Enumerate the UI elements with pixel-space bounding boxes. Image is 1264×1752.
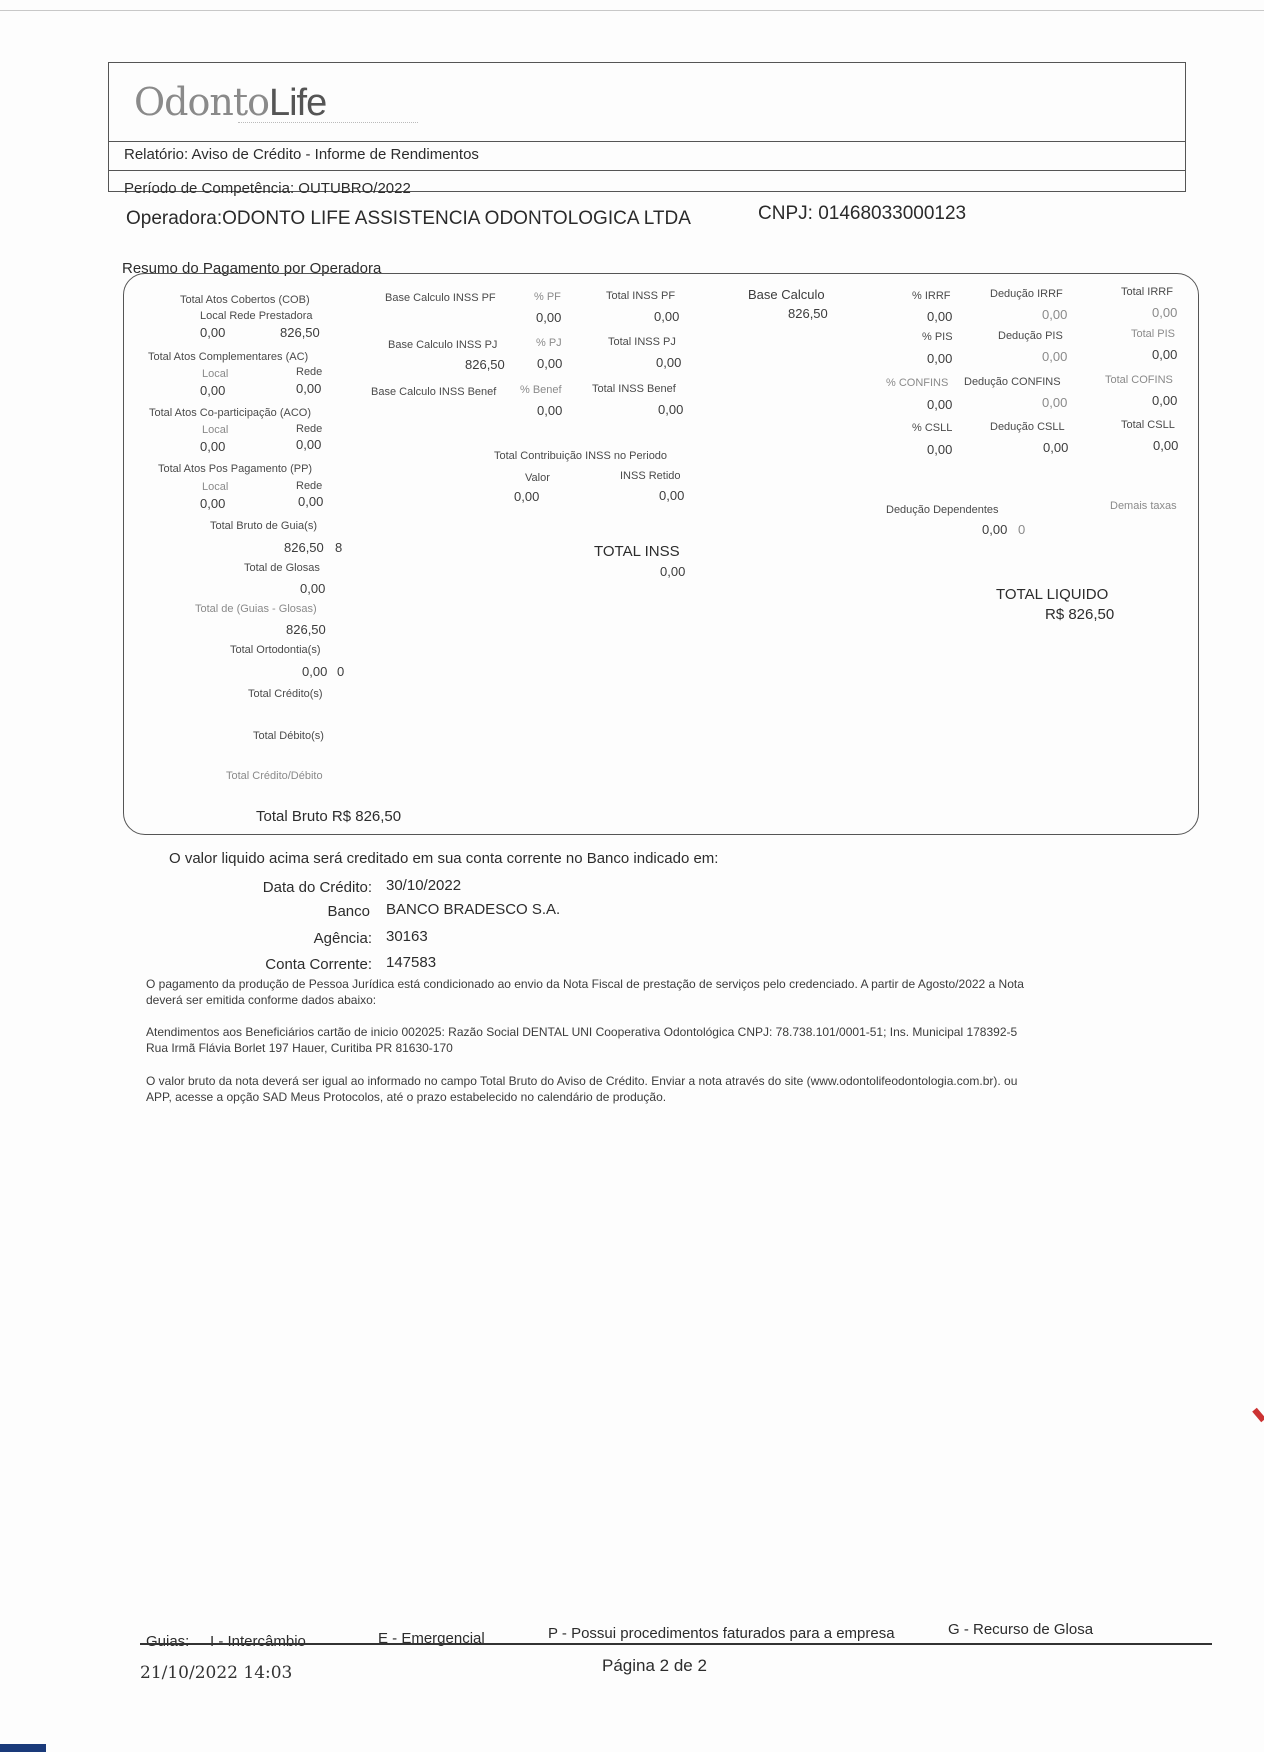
summary-title: Resumo do Pagamento por Operadora	[122, 260, 382, 277]
cob-sub-label: Local Rede Prestadora	[200, 310, 313, 322]
pis-pct: 0,00	[927, 351, 953, 366]
cob-local-value: 0,00	[200, 325, 226, 340]
note-1-line-2: deverá ser emitida conforme dados abaixo:	[146, 993, 377, 1007]
inss-base-benef-label: Base Calculo INSS Benef	[371, 386, 497, 398]
inss-base-pj: 826,50	[465, 357, 505, 372]
header-separator	[108, 141, 1186, 142]
guias-glosas-value: 826,50	[286, 622, 326, 637]
data-credito-label: Data do Crédito:	[262, 879, 372, 896]
dependentes-label: Dedução Dependentes	[886, 504, 999, 516]
report-value: Aviso de Crédito - Informe de Rendimentos	[191, 146, 479, 163]
operadora-name: Operadora:ODONTO LIFE ASSISTENCIA ODONTOLOGICA LTDA	[126, 208, 691, 229]
aco-rede-label: Rede	[296, 423, 323, 435]
csll-total-label: Total CSLL	[1121, 419, 1175, 431]
inss-valor: 0,00	[514, 489, 540, 504]
agencia-value: 30163	[386, 928, 428, 945]
banco-label: Banco	[327, 903, 370, 920]
inss-base-pf-label: Base Calculo INSS PF	[385, 292, 496, 304]
guias-g-label: G - Recurso de Glosa	[948, 1621, 1094, 1638]
dependentes-count: 0	[1018, 522, 1026, 537]
inss-pct-pj-label: % PJ	[536, 337, 562, 349]
bank-intro: O valor liquido acima será creditado em sua conta corrente no Banco indicado em:	[169, 850, 719, 867]
guias-i-label: I - Intercâmbio	[210, 1633, 306, 1650]
inss-contrib-label: Total Contribuição INSS no Periodo	[494, 450, 668, 462]
demais-taxas-label: Demais taxas	[1110, 500, 1177, 512]
cofins-pct: 0,00	[927, 397, 953, 412]
total-bruto-value: R$ 826,50	[331, 808, 402, 825]
dependentes-value: 0,00	[982, 522, 1008, 537]
pis-ded: 0,00	[1042, 349, 1068, 364]
glosas-value: 0,00	[300, 581, 326, 596]
pp-rede-value: 0,00	[298, 494, 324, 509]
cnpj: CNPJ: 01468033000123	[758, 203, 967, 224]
total-inss-label: TOTAL INSS	[594, 543, 680, 560]
aco-local-label: Local	[202, 424, 229, 436]
inss-base-pj-label: Base Calculo INSS PJ	[388, 339, 498, 351]
inss-total-pj: 0,00	[656, 355, 682, 370]
note-3-line-2: APP, acesse a opção SAD Meus Protocolos, até o prazo estabelecido no calendário de produção.	[146, 1090, 667, 1104]
inss-pct-benef-label: % Benef	[520, 384, 562, 396]
creditos-label: Total Crédito(s)	[248, 688, 323, 700]
note-2-line-2: Rua Irmã Flávia Borlet 197 Hauer, Curitiba PR 81630-170	[146, 1041, 453, 1055]
footer-rule	[140, 1643, 1212, 1645]
footer-timestamp: 21/10/2022 14:03	[140, 1663, 293, 1683]
aco-rede-value: 0,00	[296, 437, 322, 452]
inss-total-pj-label: Total INSS PJ	[608, 336, 676, 348]
inss-pct-pf: 0,00	[536, 310, 562, 325]
irrf-total-label: Total IRRF	[1121, 286, 1173, 298]
guias-glosas-label: Total de (Guias - Glosas)	[195, 603, 317, 615]
agencia-label: Agência:	[313, 930, 372, 947]
page-number: Página 2 de 2	[602, 1656, 707, 1675]
csll-pct: 0,00	[927, 442, 953, 457]
top-border-line	[0, 10, 1264, 11]
csll-ded-label: Dedução CSLL	[990, 421, 1065, 433]
pp-local-label: Local	[202, 481, 229, 493]
cofins-total-label: Total COFINS	[1105, 374, 1173, 386]
bruto-guias-label: Total Bruto de Guia(s)	[210, 520, 317, 532]
data-credito-value: 30/10/2022	[386, 877, 462, 894]
header-separator	[108, 170, 1186, 171]
inss-valor-label: Valor	[525, 472, 550, 484]
report-label: Relatório: Aviso de Crédito - Informe de Rendimentos	[124, 146, 479, 163]
csll-pct-label: % CSLL	[912, 422, 953, 434]
total-bruto-label: Total Bruto	[256, 808, 328, 825]
credito-debito-label: Total Crédito/Débito	[226, 770, 323, 782]
inss-total-pf: 0,00	[654, 309, 680, 324]
cnpj-value: 01468033000123	[818, 203, 967, 224]
cob-rede-value: 826,50	[280, 325, 320, 340]
pp-label: Total Atos Pos Pagamento (PP)	[158, 463, 313, 475]
ortodontia-count: 0	[337, 664, 345, 679]
logo-text-a: Odonto	[134, 80, 269, 124]
note-1-line-1: O pagamento da produção de Pessoa Jurídica está condicionado ao envio da Nota Fiscal de prestação de serviços pelo credenciado. A partir de Agosto/2022 a Nota	[146, 977, 1024, 991]
logo-tagline-rule	[238, 122, 418, 123]
guias-p-label: P - Possui procedimentos faturados para a empresa	[548, 1625, 895, 1642]
period-value: OUTUBRO/2022	[298, 180, 411, 197]
guias-label: Guias:	[146, 1633, 190, 1650]
pis-pct-label: % PIS	[922, 331, 953, 343]
note-3-line-1: O valor bruto da nota deverá ser igual ao informado no campo Total Bruto do Aviso de Crédito. Enviar a nota através do site (www.odontolifeodontologia.com.br). ou	[146, 1074, 1018, 1088]
cofins-total: 0,00	[1152, 393, 1178, 408]
base-calculo-label: Base Calculo	[748, 287, 825, 302]
company-logo	[134, 80, 326, 125]
irrf-pct: 0,00	[927, 309, 953, 324]
cofins-ded: 0,00	[1042, 395, 1068, 410]
total-liquido-label: TOTAL LIQUIDO	[996, 586, 1109, 603]
irrf-ded-label: Dedução IRRF	[990, 288, 1063, 300]
cob-label: Total Atos Cobertos (COB)	[180, 294, 310, 306]
csll-total: 0,00	[1153, 438, 1179, 453]
debitos-label: Total Débito(s)	[253, 730, 324, 742]
period-label: Período de Competência: OUTUBRO/2022	[124, 180, 411, 197]
pp-rede-label: Rede	[296, 480, 323, 492]
total-inss-value: 0,00	[660, 564, 686, 579]
cofins-pct-label: % CONFINS	[886, 377, 949, 389]
guias-e-label: E - Emergencial	[378, 1630, 485, 1647]
conta-value: 147583	[386, 954, 437, 971]
base-calculo-value: 826,50	[788, 306, 828, 321]
note-2-line-1: Atendimentos aos Beneficiários cartão de inicio 002025: Razão Social DENTAL UNI Cooperativa Odontológica CNPJ: 78.738.101/0001-51; Ins. Municipal 178392-5	[146, 1025, 1018, 1039]
ortodontia-label: Total Ortodontia(s)	[230, 644, 321, 656]
inss-pct-pf-label: % PF	[534, 291, 561, 303]
total-liquido-value: R$ 826,50	[1045, 606, 1115, 623]
pis-total-label: Total PIS	[1131, 328, 1176, 340]
irrf-pct-label: % IRRF	[912, 290, 951, 302]
banco-value: BANCO BRADESCO S.A.	[386, 901, 561, 918]
aco-label: Total Atos Co-participação (ACO)	[149, 407, 312, 419]
bruto-guias-count: 8	[335, 540, 343, 555]
ac-local-label: Local	[202, 368, 229, 380]
conta-label: Conta Corrente:	[265, 956, 372, 973]
scan-edge-bar	[0, 1744, 46, 1752]
inss-total-benef: 0,00	[658, 402, 684, 417]
irrf-ded: 0,00	[1042, 307, 1068, 322]
ortodontia-value: 0,00	[302, 664, 328, 679]
inss-pct-benef: 0,00	[537, 403, 563, 418]
inss-total-benef-label: Total INSS Benef	[592, 383, 676, 395]
cofins-ded-label: Dedução CONFINS	[964, 376, 1061, 388]
inss-retido: 0,00	[659, 488, 685, 503]
inss-retido-label: INSS Retido	[620, 470, 681, 482]
logo-text-b: Life	[268, 82, 327, 124]
csll-ded: 0,00	[1043, 440, 1069, 455]
paper-mark	[1252, 1408, 1264, 1423]
inss-total-pf-label: Total INSS PF	[606, 290, 676, 302]
ac-rede-label: Rede	[296, 366, 323, 378]
aco-local-value: 0,00	[200, 439, 226, 454]
ac-rede-value: 0,00	[296, 381, 322, 396]
irrf-total: 0,00	[1152, 305, 1178, 320]
glosas-label: Total de Glosas	[244, 562, 320, 574]
pis-total: 0,00	[1152, 347, 1178, 362]
pp-local-value: 0,00	[200, 496, 226, 511]
ac-local-value: 0,00	[200, 383, 226, 398]
bruto-guias-value: 826,50	[284, 540, 324, 555]
pis-ded-label: Dedução PIS	[998, 330, 1063, 342]
total-bruto	[256, 808, 401, 825]
inss-pct-pj: 0,00	[537, 356, 563, 371]
ac-label: Total Atos Complementares (AC)	[148, 351, 309, 363]
